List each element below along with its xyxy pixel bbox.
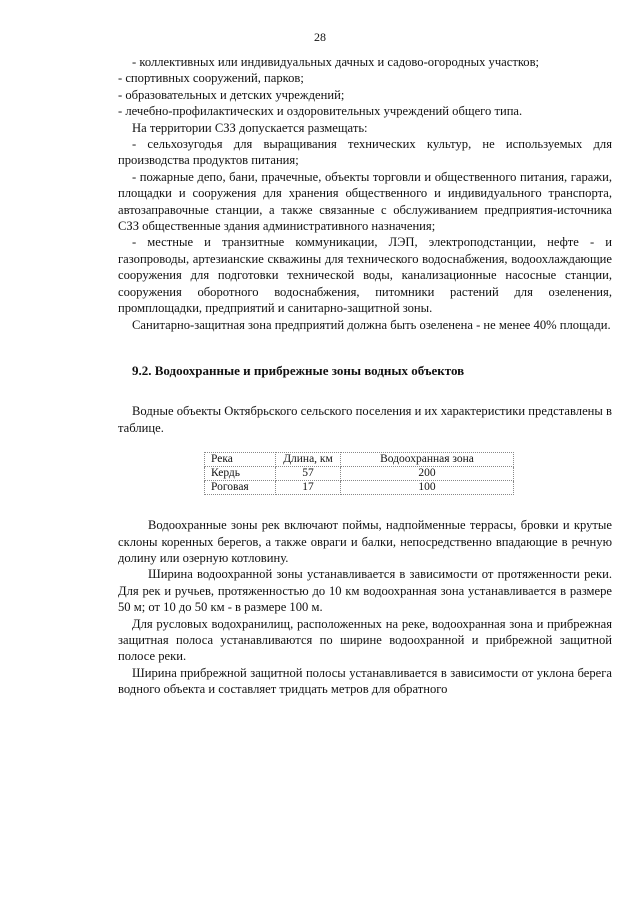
paragraph: На территории СЗЗ допускается размещать: <box>132 120 368 135</box>
table-cell: Роговая <box>205 481 276 495</box>
table-header-row <box>205 453 514 467</box>
list-item: - пожарные депо, бани, прачечные, объекты торговли и общественного питания, гаражи, площадки и сооружения для хранения общественного и индивидуального транспорта, автозаправочные станции, а также связанные с обслуживанием предприятия-источника СЗЗ общественные здания административного назначения; <box>118 169 612 234</box>
rivers-table <box>204 452 514 495</box>
table-cell: Кердь <box>205 467 276 481</box>
table-cell: 200 <box>341 467 514 481</box>
list-item: - сельхозугодья для выращивания технических культур, не используемых для производства продуктов питания; <box>118 137 612 168</box>
document-body <box>118 54 612 698</box>
list-item: - коллективных или индивидуальных дачных и садово-огородных участков; <box>132 55 540 69</box>
column-header-zone: Водоохранная зона <box>341 453 514 467</box>
paragraph: Водоохранные зоны рек включают поймы, надпойменные террасы, бровки и крутые склоны коренных берегов, а также овраги и балки, непосредственно впадающие в речную долину или озерную котловину. <box>118 518 612 565</box>
table-cell: 57 <box>276 467 341 481</box>
paragraph: Для русловых водохранилищ, расположенных на реке, водоохранная зона и прибрежная защитная полоса устанавливаются по ширине водоохранной и прибрежной защитной полосе реки. <box>118 616 612 664</box>
paragraph: Ширина прибрежной защитной полосы устанавливается в зависимости от уклона берега водного объекта и составляет тридцать метров для обратного <box>118 665 612 697</box>
section-heading: 9.2. Водоохранные и прибрежные зоны водных объектов <box>132 362 465 378</box>
column-header-length: Длина, км <box>276 453 341 467</box>
table-row <box>205 467 514 481</box>
column-header-river: Река <box>205 453 276 467</box>
table-cell: 100 <box>341 481 514 495</box>
paragraph: Водные объекты Октябрьского сельского поселения и их характеристики представлены в таблице. <box>118 404 612 435</box>
list-item: - образовательных и детских учреждений; <box>118 87 345 102</box>
list-item: - лечебно-профилактических и оздоровительных учреждений общего типа. <box>118 104 523 119</box>
paragraph: Ширина водоохранной зоны устанавливается в зависимости от протяженности реки. Для рек и ручьев, протяженностью до 10 км водоохранная зона устанавливается в размере 50 м; от 10 до 50 км - в размере 100 м. <box>118 567 612 615</box>
table-row <box>205 481 514 495</box>
list-item: - спортивных сооружений, парков; <box>118 71 304 86</box>
page-number: 28 <box>314 30 326 44</box>
list-item: - местные и транзитные коммуникации, ЛЭП, электроподстанции, нефте - и газопроводы, артезианские скважины для технического водоснабжения, водоохлаждающие сооружения для подготовки технической воды, канализационные насосные станции, сооружения оборотного водоснабжения, питомники растений для озеленения, промплощадки, предприятий и санитарно-защитной зоны. <box>118 235 612 316</box>
table-cell: 17 <box>276 481 341 495</box>
paragraph: Санитарно-защитная зона предприятий должна быть озеленена - не менее 40% площади. <box>132 317 611 332</box>
